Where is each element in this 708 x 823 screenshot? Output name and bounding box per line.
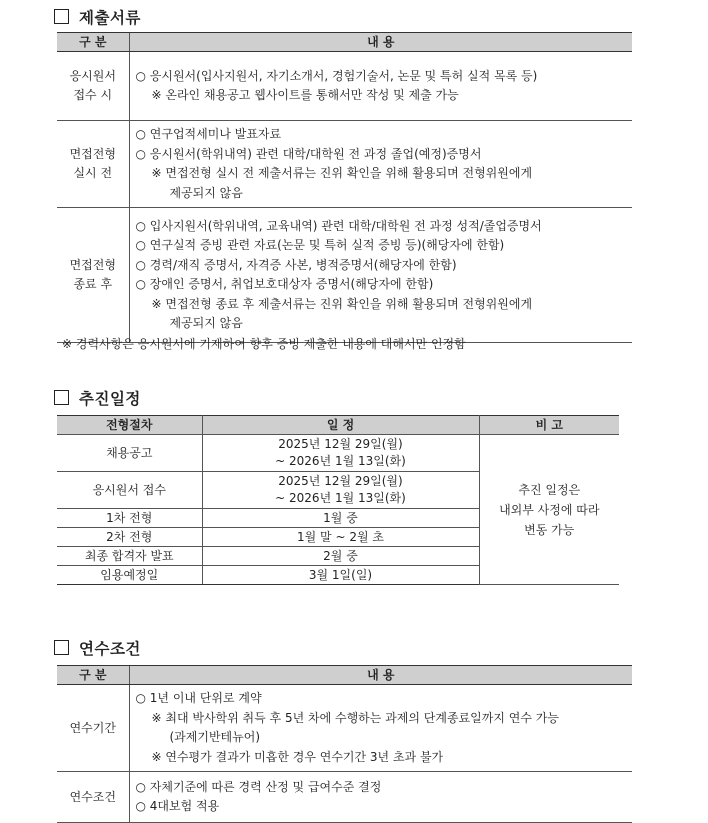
schedule-step: 1차 전형 <box>57 509 202 528</box>
schedule-date-line: 3월 1일(일) <box>308 567 373 582</box>
schedule-date <box>202 547 479 566</box>
row-content <box>129 121 632 208</box>
col-header: 일 정 <box>202 416 479 435</box>
col-header: 전형절차 <box>57 416 202 435</box>
note-item: 제공되지 않음 <box>169 185 243 200</box>
schedule-date <box>202 472 479 509</box>
table-row <box>57 52 632 121</box>
row-content <box>129 772 632 823</box>
table-row <box>57 121 632 208</box>
row-label-line: 종료 후 <box>73 277 113 291</box>
schedule-step: 최종 합격자 발표 <box>57 547 202 566</box>
row-label <box>57 685 129 772</box>
row-content <box>129 208 632 343</box>
bullet-item: ○ 응시원서(입사지원서, 자기소개서, 경험기술서, 논문 및 특허 실적 목록 등) <box>135 68 538 83</box>
row-label-line: 연수기간 <box>69 720 116 735</box>
bullet-item: ○ 응시원서(학위내역) 관련 대학/대학원 전 과정 졸업(예정)증명서 <box>135 146 482 161</box>
section-title-docs <box>54 6 141 28</box>
bullet-item: ○ 연구업적세미나 발표자료 <box>135 127 282 141</box>
row-label-line: 연수조건 <box>69 789 116 804</box>
schedule-date-line: ~ 2026년 1월 13일(화) <box>275 454 406 468</box>
col-header: 비 고 <box>479 416 619 435</box>
section-title-text: 제출서류 <box>79 9 141 27</box>
bullet-item: ○ 1년 이내 단위로 계약 <box>135 691 262 705</box>
note-item: ※ 면접전형 실시 전 제출서류는 진위 확인을 위해 활용되며 전형위원에게 <box>151 166 533 180</box>
schedule-note-line: 내외부 사정에 따라 <box>499 502 600 517</box>
bullet-item: ○ 연구실적 증빙 관련 자료(논문 및 특허 실적 증빙 등)(해당자에 한함) <box>135 238 505 252</box>
schedule-step: 채용공고 <box>57 435 202 472</box>
checkbox-square-icon <box>54 9 69 24</box>
schedule-note-line: 추진 일정은 <box>518 482 581 497</box>
col-header: 내 용 <box>129 666 632 685</box>
bullet-item: ○ 장애인 증명서, 취업보호대상자 증명서(해당자에 한함) <box>135 277 434 291</box>
section-title-training <box>54 637 141 659</box>
schedule-table <box>57 415 619 585</box>
bullet-item: ○ 입사지원서(학위내역, 교육내역) 관련 대학/대학원 전 과정 성적/졸업증명서 <box>135 218 542 233</box>
schedule-date <box>202 566 479 585</box>
schedule-date-line: 2025년 12월 29일(월) <box>278 474 403 488</box>
row-content <box>129 52 632 121</box>
row-label-line: 면접전형 <box>69 147 116 161</box>
schedule-date <box>202 509 479 528</box>
schedule-date <box>202 528 479 547</box>
table-row <box>57 435 619 472</box>
section-title-schedule <box>54 387 141 409</box>
row-content <box>129 685 632 772</box>
bullet-item: ○ 자체기준에 따른 경력 산정 및 급여수준 결정 <box>135 779 382 794</box>
section-title-text: 연수조건 <box>79 640 141 658</box>
bullet-item: ○ 경력/재직 증명서, 자격증 사본, 병적증명서(해당자에 한함) <box>135 257 457 272</box>
row-label <box>57 772 129 823</box>
schedule-date-line: ~ 2026년 1월 13일(화) <box>275 491 406 505</box>
training-table <box>57 665 632 823</box>
table-row <box>57 772 632 823</box>
schedule-date-line: 1월 말 ~ 2월 초 <box>297 529 384 544</box>
schedule-step: 임용예정일 <box>57 566 202 585</box>
note-item: ※ 온라인 채용공고 웹사이트를 통해서만 작성 및 제출 가능 <box>151 88 459 102</box>
col-header: 구 분 <box>57 666 129 685</box>
col-header: 구 분 <box>57 33 129 52</box>
schedule-date-line: 1월 중 <box>323 510 358 525</box>
note-item: 제공되지 않음 <box>169 316 243 330</box>
row-label <box>57 121 129 208</box>
row-label-line: 응시원서 <box>69 69 116 83</box>
note-item: ※ 면접전형 종료 후 제출서류는 진위 확인을 위해 활용되며 전형위원에게 <box>151 296 533 311</box>
schedule-date-line: 2025년 12월 29일(월) <box>278 437 403 451</box>
schedule-note <box>479 435 619 585</box>
table-row <box>57 208 632 343</box>
schedule-step: 응시원서 접수 <box>57 472 202 509</box>
col-header: 내 용 <box>129 33 632 52</box>
schedule-step: 2차 전형 <box>57 528 202 547</box>
schedule-date-line: 2월 중 <box>323 548 358 563</box>
table-row <box>57 685 632 772</box>
section-title-text: 추진일정 <box>79 390 141 408</box>
schedule-note-line: 변동 가능 <box>524 522 575 537</box>
note-item: ※ 연수평가 결과가 미흡한 경우 연수기간 3년 초과 불가 <box>151 749 444 764</box>
note-item: ※ 최대 박사학위 취득 후 5년 차에 수행하는 과제의 단계종료일까지 연수 가능 <box>151 710 559 725</box>
row-label-line: 접수 시 <box>73 88 113 102</box>
checkbox-square-icon <box>54 640 69 655</box>
row-label-line: 실시 전 <box>73 166 113 180</box>
row-label <box>57 208 129 343</box>
bullet-item: ○ 4대보험 적용 <box>135 799 220 813</box>
docs-footnote: ※ 경력사항은 응시원서에 기재하여 향후 증빙 제출한 내용에 대해서만 인정함 <box>62 337 466 351</box>
row-label-line: 면접전형 <box>69 258 116 272</box>
row-label <box>57 52 129 121</box>
schedule-date <box>202 435 479 472</box>
checkbox-square-icon <box>54 390 69 405</box>
note-item: (과제기반테뉴어) <box>169 730 261 744</box>
docs-table <box>57 32 632 343</box>
